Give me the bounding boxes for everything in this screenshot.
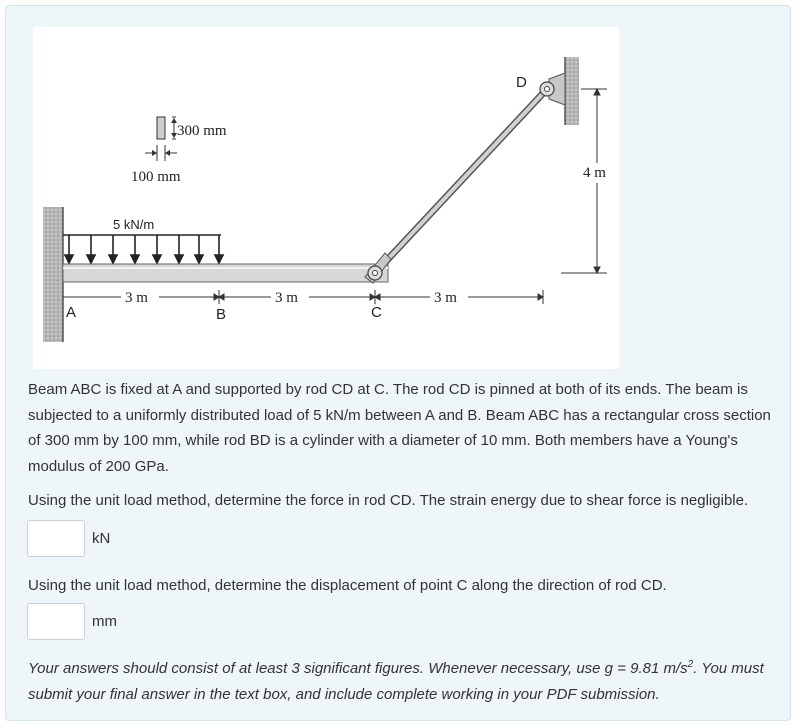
displacement-answer-input[interactable] (27, 603, 85, 640)
part1-prompt: Using the unit load method, determine the force in rod CD. The strain energy due to shear force is negligible. (28, 492, 749, 509)
displacement-unit-label: mm (92, 613, 117, 630)
span-bc-label: 3 m (275, 290, 298, 306)
span-cd-label: 3 m (434, 290, 457, 306)
problem-intro: Beam ABC is fixed at A and supported by rod CD at C. The rod CD is pinned at both of its ends. The beam is subjected to a uniformly distributed load of 5 kN/m between A and B. Beam ABC has a rectangular cross section of 300 mm by 100 mm, while rod BD is a cylinder with a diameter of 10 mm. Both members have a Young's modulus of 200 GPa. (28, 381, 771, 475)
note-exponent: 2 (687, 659, 694, 670)
pin-d (540, 73, 565, 105)
note-text-before: Your answers should consist of at least 3 significant figures. Whenever necessary, use g = 9.81 m/s (28, 660, 688, 677)
label-d: D (516, 74, 527, 91)
section-height-label: 300 mm (177, 123, 227, 139)
beam-figure (33, 27, 619, 369)
label-c: C (371, 304, 382, 321)
height-label: 4 m (583, 165, 606, 181)
force-unit-label: kN (92, 530, 111, 547)
force-answer-input[interactable] (27, 520, 85, 557)
beam-abc (63, 264, 388, 282)
label-a: A (66, 304, 77, 321)
section-width-label: 100 mm (131, 169, 181, 185)
load-label: 5 kN/m (113, 217, 155, 232)
question-card (5, 5, 791, 721)
wall-d (565, 57, 579, 125)
note-text-after: . You must submit your final answer in the text box, and include complete working in your PDF submission. (28, 660, 764, 703)
distributed-load (63, 235, 223, 263)
part2-prompt: Using the unit load method, determine the displacement of point C along the direction of rod CD. (28, 577, 667, 594)
span-ab-label: 3 m (125, 290, 148, 306)
answer-note (28, 652, 773, 707)
cross-section (157, 117, 165, 139)
label-b: B (216, 306, 227, 323)
beam-diagram (33, 27, 619, 369)
wall-a (43, 207, 63, 342)
